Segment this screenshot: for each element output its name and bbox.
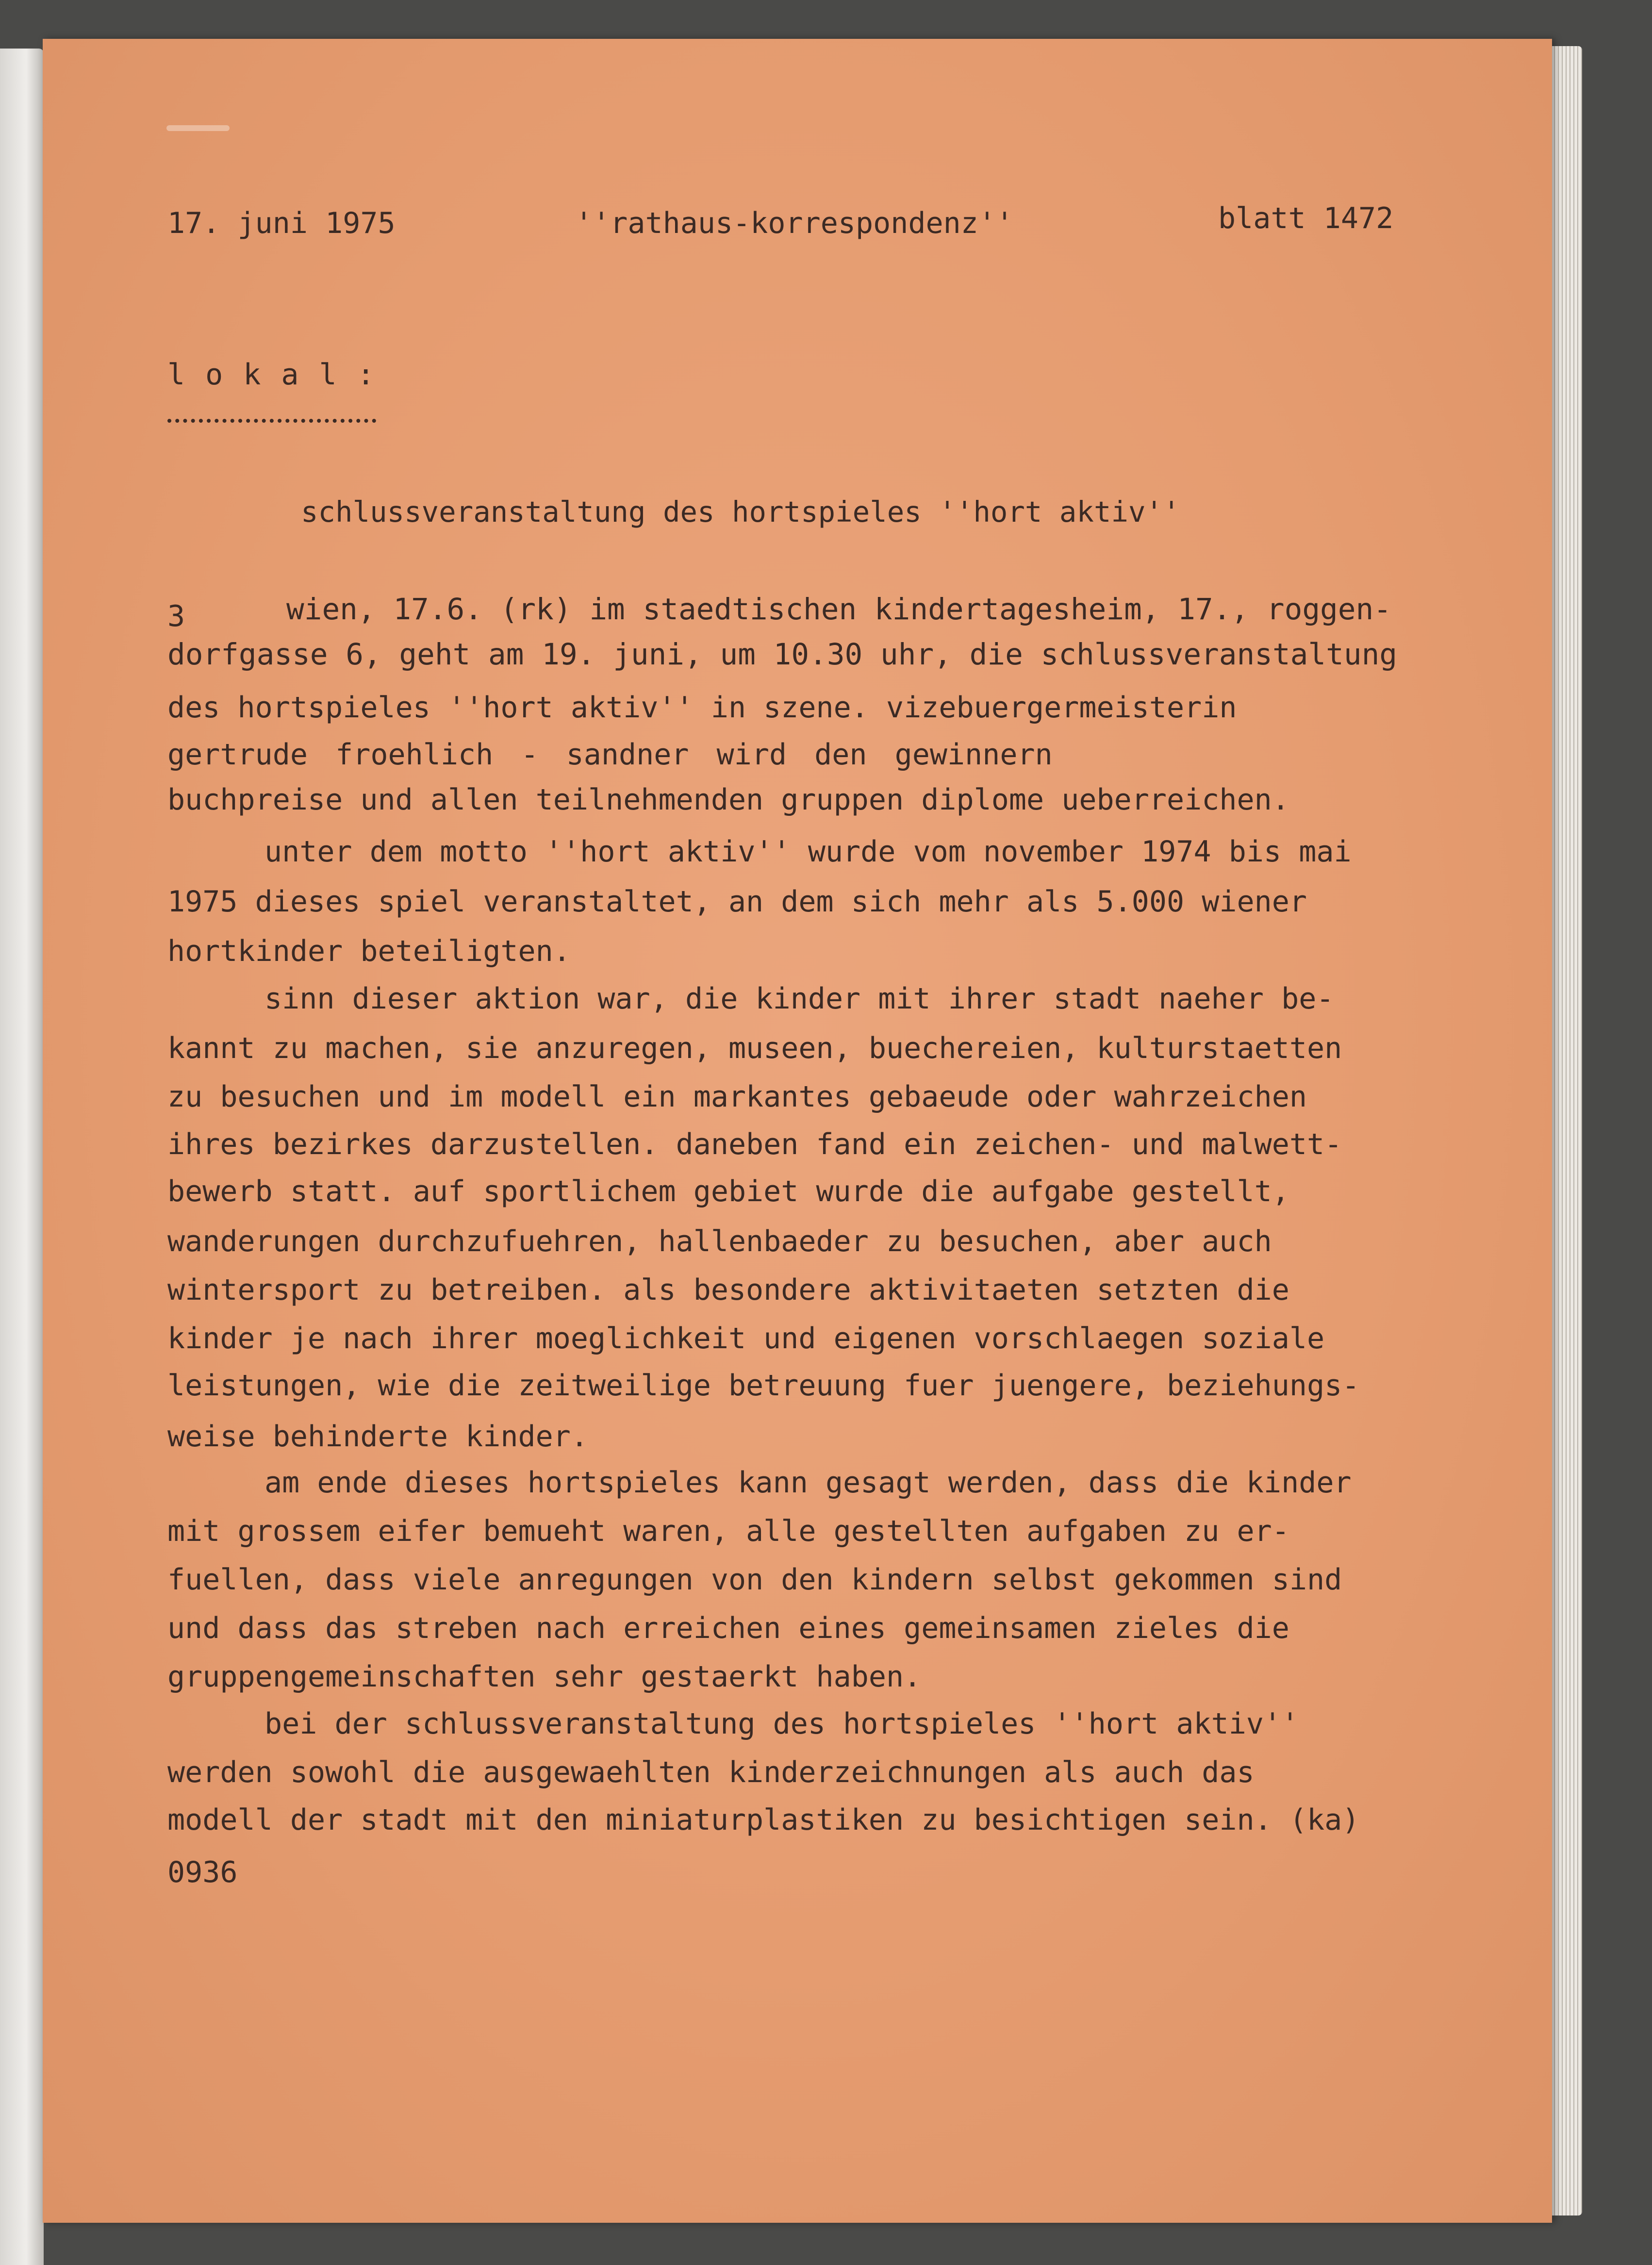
header-date: 17. juni 1975	[167, 206, 396, 240]
body-line: wien, 17.6. (rk) im staedtischen kindertagesheim, 17., roggen-	[286, 592, 1391, 627]
header-publication: ''rathaus-korrespondenz''	[575, 206, 1014, 240]
footer-code: 0936	[167, 1855, 238, 1889]
body-line: kannt zu machen, sie anzuregen, museen, buechereien, kulturstaetten	[167, 1031, 1342, 1065]
section-label: lokal:	[167, 358, 395, 392]
body-line: fuellen, dass viele anregungen von den kindern selbst gekommen sind	[167, 1563, 1342, 1597]
body-line: leistungen, wie die zeitweilige betreuung fuer juengere, beziehungs-	[167, 1369, 1360, 1403]
section-underline	[167, 419, 376, 423]
body-line: ihres bezirkes darzustellen. daneben fand ein zeichen- und malwett-	[167, 1127, 1342, 1161]
body-line: kinder je nach ihrer moeglichkeit und eigenen vorschlaegen soziale	[167, 1322, 1325, 1356]
body-line: gruppengemeinschaften sehr gestaerkt haben.	[167, 1660, 922, 1694]
body-line: modell der stadt mit den miniaturplastiken zu besichtigen sein. (ka)	[167, 1803, 1360, 1837]
header-sheet: blatt 1472	[1218, 201, 1394, 235]
body-line: weise behinderte kinder.	[167, 1420, 588, 1454]
body-line: hortkinder beteiligten.	[167, 934, 571, 968]
article-number: 3	[167, 599, 185, 633]
body-line: des hortspieles ''hort aktiv'' in szene. vizebuergermeisterin	[167, 691, 1237, 725]
body-line: bewerb statt. auf sportlichem gebiet wurde die aufgabe gestellt,	[167, 1174, 1289, 1208]
body-line: zu besuchen und im modell ein markantes gebaeude oder wahrzeichen	[167, 1080, 1307, 1114]
body-line: wanderungen durchzufuehren, hallenbaeder zu besuchen, aber auch	[167, 1224, 1272, 1258]
facing-page-edge	[0, 49, 44, 2265]
body-line: dorfgasse 6, geht am 19. juni, um 10.30 uhr, die schlussveranstaltung	[167, 637, 1398, 672]
body-line: bei der schlussveranstaltung des hortspieles ''hort aktiv''	[264, 1707, 1299, 1741]
body-line: sinn dieser aktion war, die kinder mit ihrer stadt naeher be-	[264, 982, 1334, 1016]
body-line: unter dem motto ''hort aktiv'' wurde vom november 1974 bis mai	[264, 835, 1352, 869]
body-line: wintersport zu betreiben. als besondere aktivitaeten setzten die	[167, 1273, 1289, 1307]
body-line: und dass das streben nach erreichen eines gemeinsamen zieles die	[167, 1611, 1289, 1645]
article-headline: schlussveranstaltung des hortspieles ''hort aktiv''	[301, 495, 1180, 529]
body-line: buchpreise und allen teilnehmenden gruppen diplome ueberreichen.	[167, 783, 1289, 817]
body-line: mit grossem eifer bemueht waren, alle gestellten aufgaben zu er-	[167, 1514, 1289, 1548]
body-line: 1975 dieses spiel veranstaltet, an dem sich mehr als 5.000 wiener	[167, 885, 1307, 919]
body-line: werden sowohl die ausgewaehlten kinderzeichnungen als auch das	[167, 1755, 1255, 1789]
body-line: gertrude froehlich - sandner wird den gewinnern	[167, 738, 1053, 772]
staple-mark	[166, 125, 230, 131]
body-line: am ende dieses hortspieles kann gesagt werden, dass die kinder	[264, 1466, 1352, 1500]
